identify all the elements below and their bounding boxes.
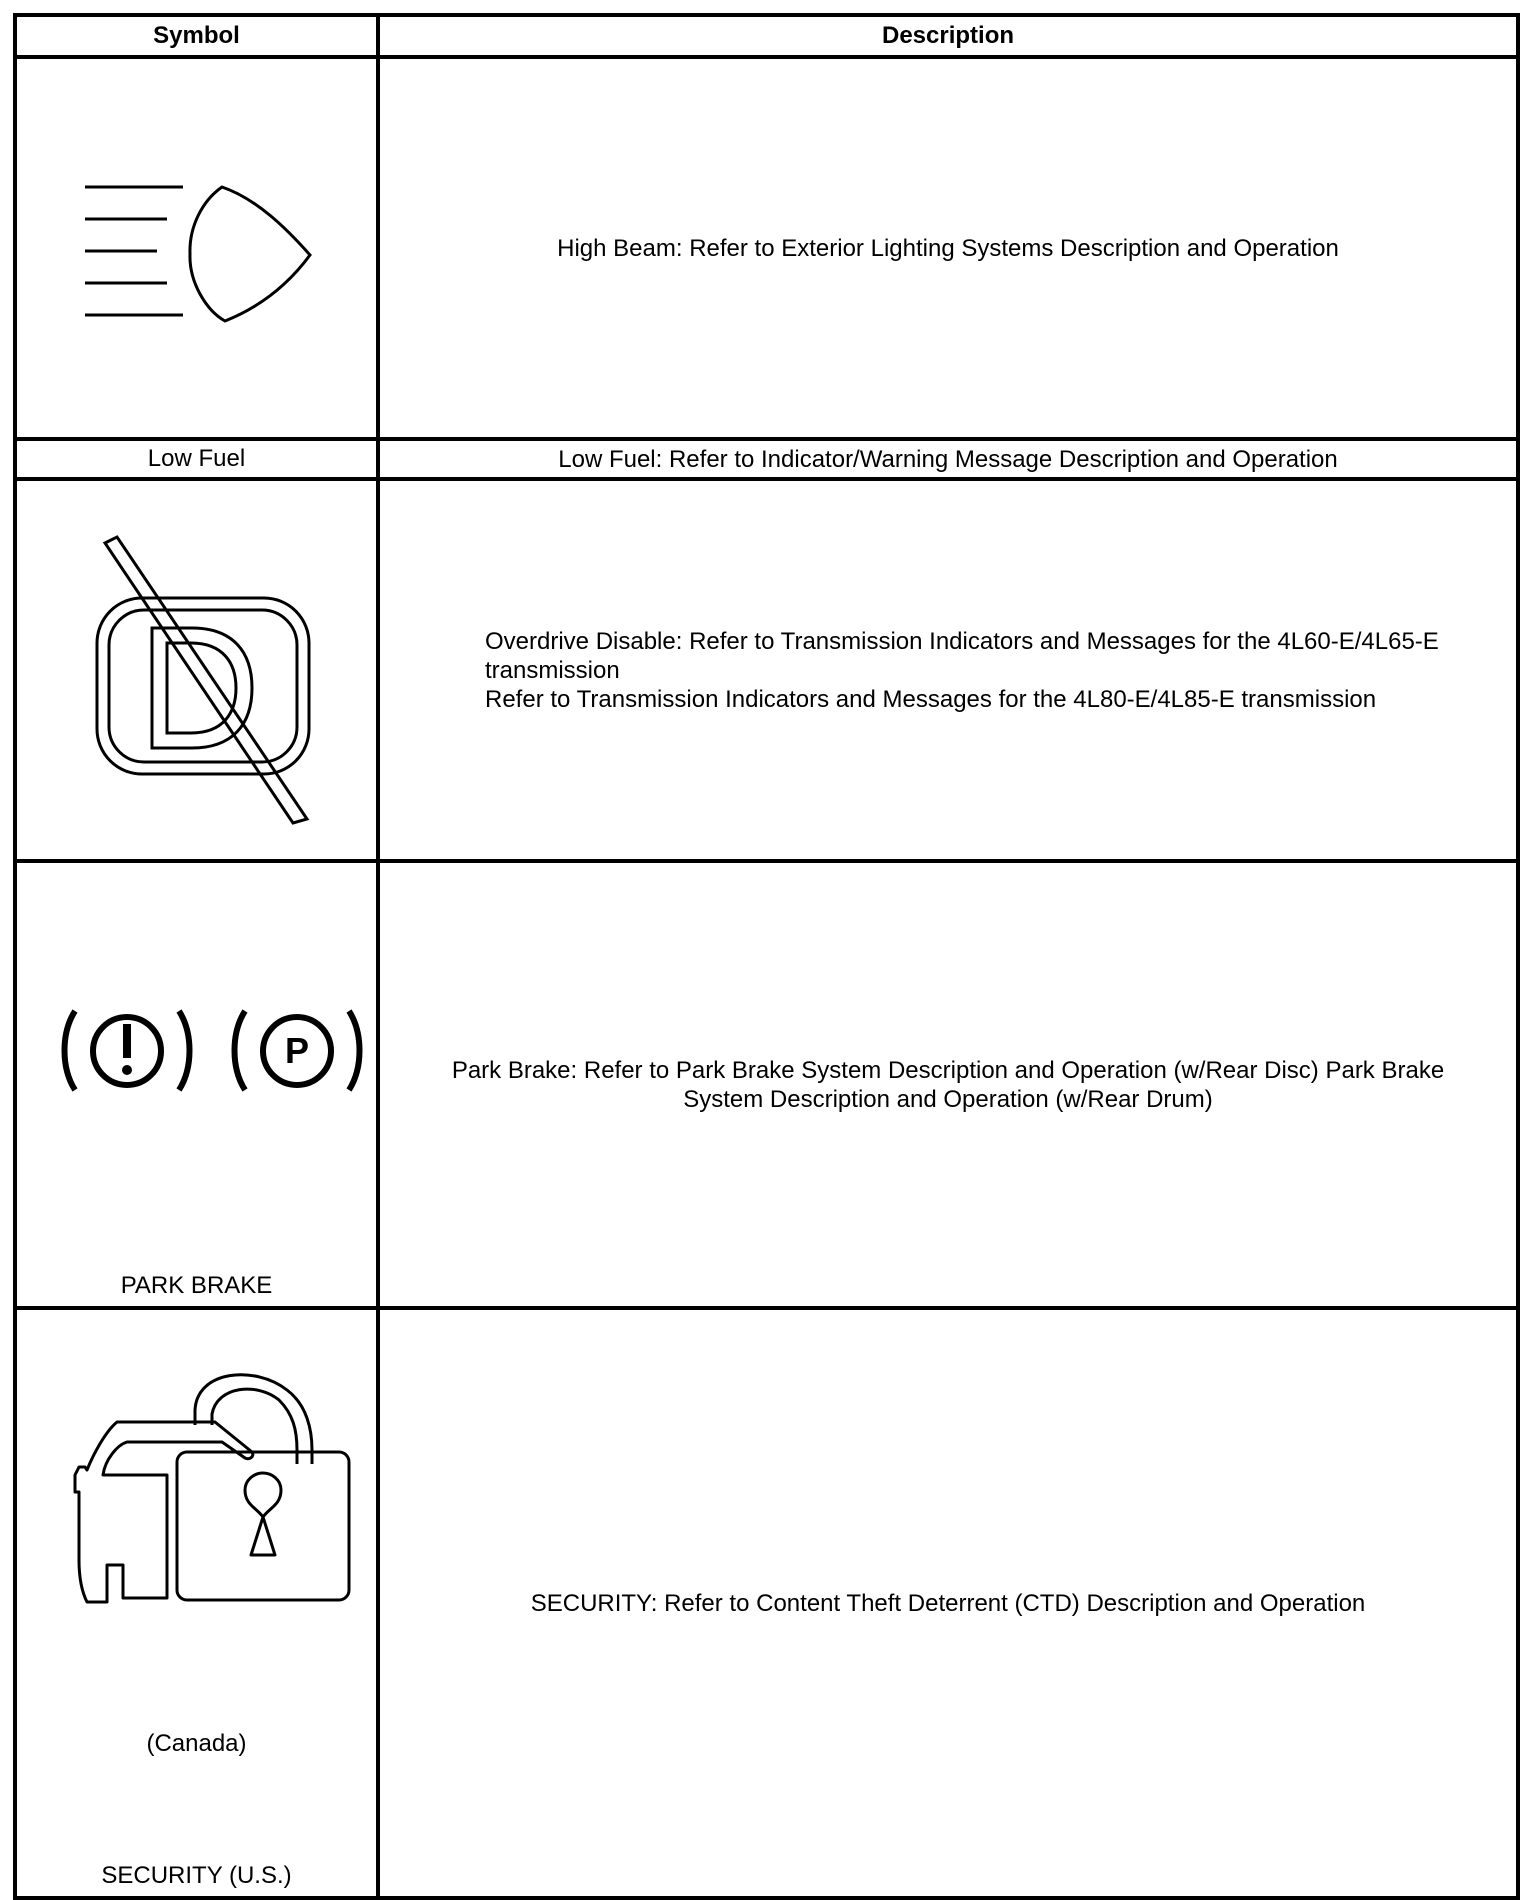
security-icon: [17, 1310, 376, 1900]
symbol-table: [13, 13, 1520, 1900]
description-line: Overdrive Disable: Refer to Transmission Indicators and Messages for the 4L60-E/4L65-E transmission: [485, 627, 1439, 684]
symbol-cell: [15, 57, 378, 439]
description-line: Refer to Transmission Indicators and Messages for the 4L80-E/4L85-E transmission: [485, 685, 1377, 713]
park-brake-letter: P: [284, 1030, 310, 1071]
security-caption-canada: (Canada): [146, 1730, 247, 1757]
security-caption-us: SECURITY (U.S.): [101, 1862, 292, 1889]
high-beam-icon: [17, 59, 376, 437]
table-header-row: [15, 15, 1518, 57]
description-cell: Low Fuel: Refer to Indicator/Warning Message Description and Operation: [378, 439, 1518, 479]
header-symbol: Symbol: [15, 15, 378, 57]
symbol-cell: [15, 1308, 378, 1898]
park-brake-caption: PARK BRAKE: [120, 1272, 273, 1299]
description-cell: SECURITY: Refer to Content Theft Deterrent (CTD) Description and Operation: [378, 1308, 1518, 1898]
header-description: Description: [378, 15, 1518, 57]
table-row: [15, 1308, 1518, 1898]
symbol-cell: [15, 861, 378, 1308]
description-cell: [378, 479, 1518, 861]
table-row: [15, 439, 1518, 479]
table-row: [15, 479, 1518, 861]
table-row: [15, 861, 1518, 1308]
symbol-text-low-fuel: Low Fuel: [15, 439, 378, 479]
park-brake-icon: [17, 863, 376, 1310]
description-cell: Park Brake: Refer to Park Brake System Description and Operation (w/Rear Disc) Park Brake System Description and Operation (w/Rear Drum): [378, 861, 1518, 1308]
table-row: [15, 57, 1518, 439]
symbol-cell: [15, 479, 378, 861]
overdrive-disable-icon: [17, 481, 376, 859]
description-cell: High Beam: Refer to Exterior Lighting Systems Description and Operation: [378, 57, 1518, 439]
